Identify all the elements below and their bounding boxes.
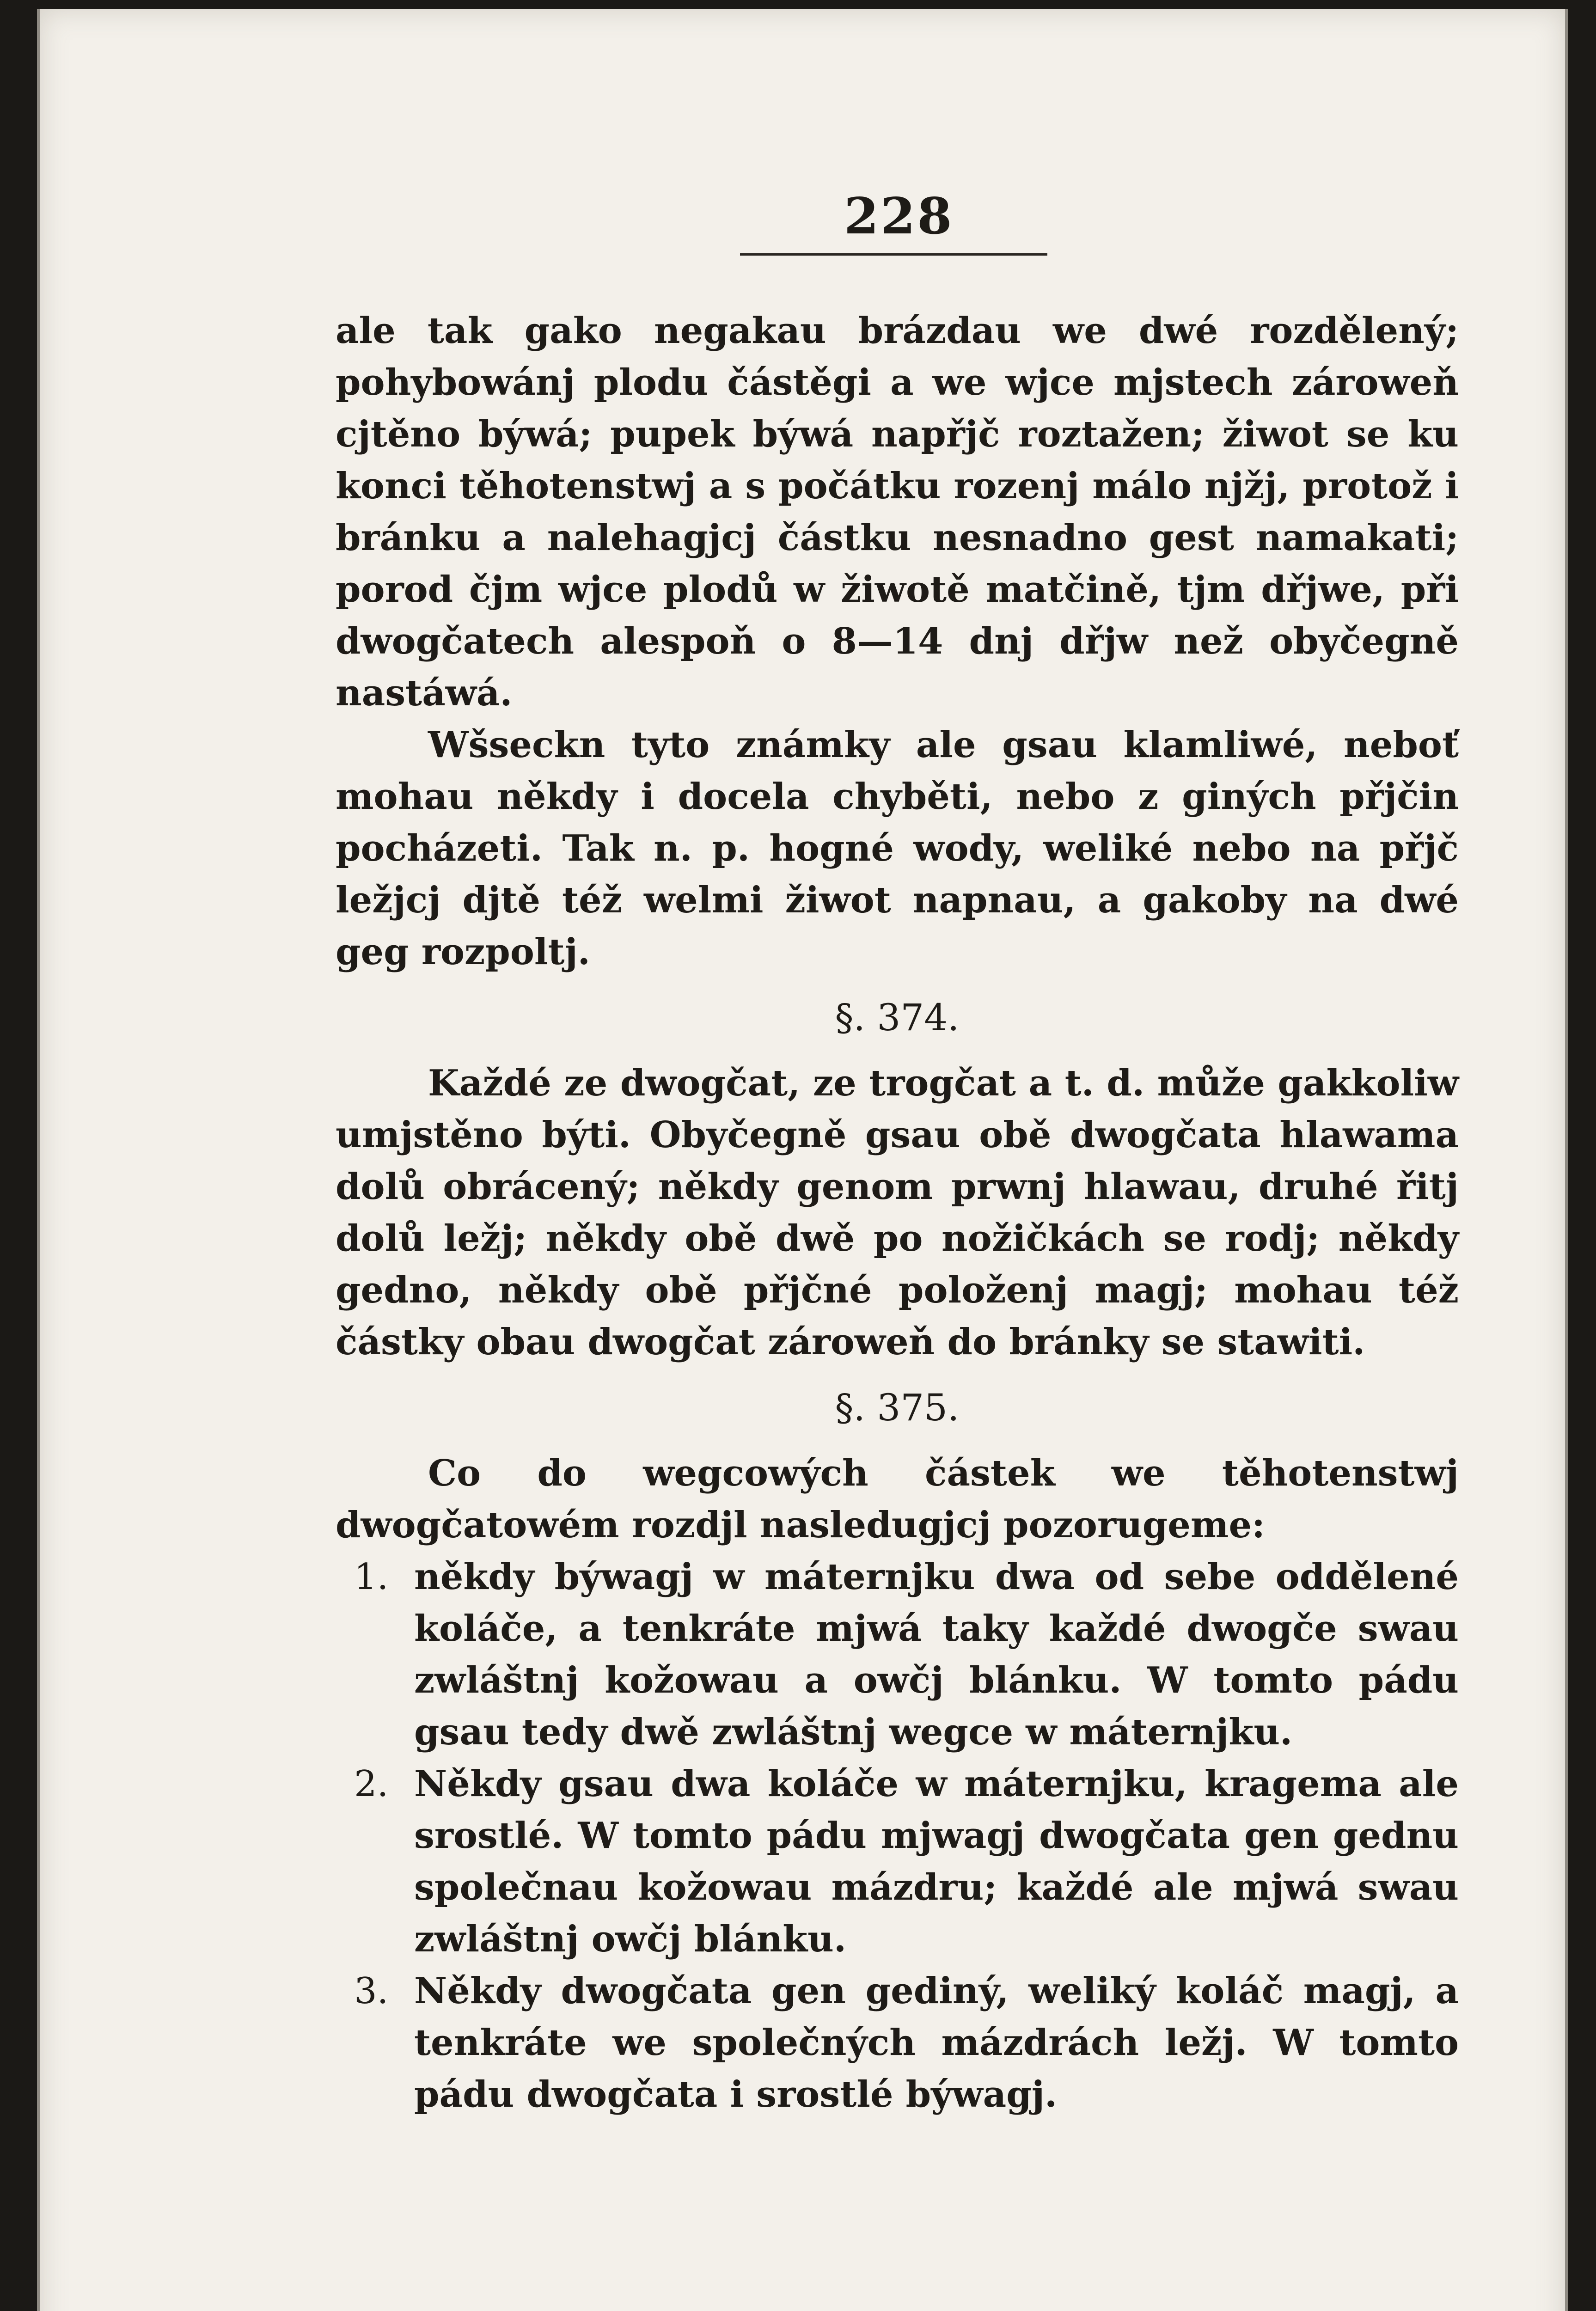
- list-item-text: Někdy dwogčata gen gediný, weliký koláč magj, a tenkráte we společných mázdrách ležj. W tomto pádu dwogčata i srostlé býwagj.: [414, 1970, 1459, 2115]
- paragraph-signs: Wšseckn tyto známky ale gsau klamliwé, neboť mohau někdy i docela chyběti, nebo z giných přjčin pocházeti. Tak n. p. hogné wody, weliké nebo na přjč ležjcj djtě též welmi žiwot napnau, a gakoby na dwé geg rozpoltj.: [336, 724, 1459, 973]
- list-item: [336, 1965, 1459, 2121]
- body-text: [336, 305, 1459, 2121]
- book-page: [37, 9, 1568, 2311]
- section-374-text: Každé ze dwogčat, ze trogčat a t. d. může gakkoliw umjstěno býti. Obyčegně gsau obě dwogčata hlawama dolů obrácený; někdy genom prwnj hlawau, druhé řitj dolů ležj; někdy obě dwě po nožičkách se rodj; někdy gedno, někdy obě přjčné položenj magj; mohau též částky obau dwogčat zároweň do bránky se stawiti.: [336, 1062, 1459, 1363]
- list-item: [336, 1551, 1459, 1758]
- list-item-number: 2.: [354, 1763, 389, 1805]
- numbered-list: [336, 1551, 1459, 2121]
- list-item-text: Někdy gsau dwa koláče w máternjku, kragema ale srostlé. W tomto pádu mjwagj dwogčata gen gednu společnau kožowau mázdru; každé ale mjwá swau zwláštnj owčj blánku.: [414, 1763, 1459, 1960]
- section-heading-374: §. 374.: [835, 996, 960, 1039]
- section-375-intro: Co do wegcowých částek we těhotenstwj dwogčatowém rozdjl nasledugjcj pozorugeme:: [336, 1452, 1459, 1546]
- page-number: 228: [844, 187, 954, 245]
- list-item-text: někdy býwagj w máternjku dwa od sebe oddělené koláče, a tenkráte mjwá taky každé dwogče swau zwláštnj kožowau a owčj blánku. W tomto pádu gsau tedy dwě zwláštnj wegce w máternjku.: [414, 1556, 1459, 1753]
- list-item: [336, 1758, 1459, 1965]
- paragraph-continuation: ale tak gako negakau brázdau we dwé rozdělený; pohybowánj plodu částěgi a we wjce mjstech zároweň cjtěno býwá; pupek býwá napřjč roztažen; žiwot se ku konci těhotenstwj a s počátku rozenj málo njžj, protož i bránku a nalehagjcj částku nesnadno gest namakati; porod čjm wjce plodů w žiwotě matčině, tjm dřjwe, při dwogčatech alespoň o 8—14 dnj dřjw než obyčegně nastáwá.: [336, 310, 1459, 714]
- list-item-number: 3.: [354, 1970, 389, 2012]
- list-item-number: 1.: [354, 1556, 389, 1598]
- header-rule: [740, 253, 1047, 256]
- section-heading-375: §. 375.: [835, 1386, 960, 1429]
